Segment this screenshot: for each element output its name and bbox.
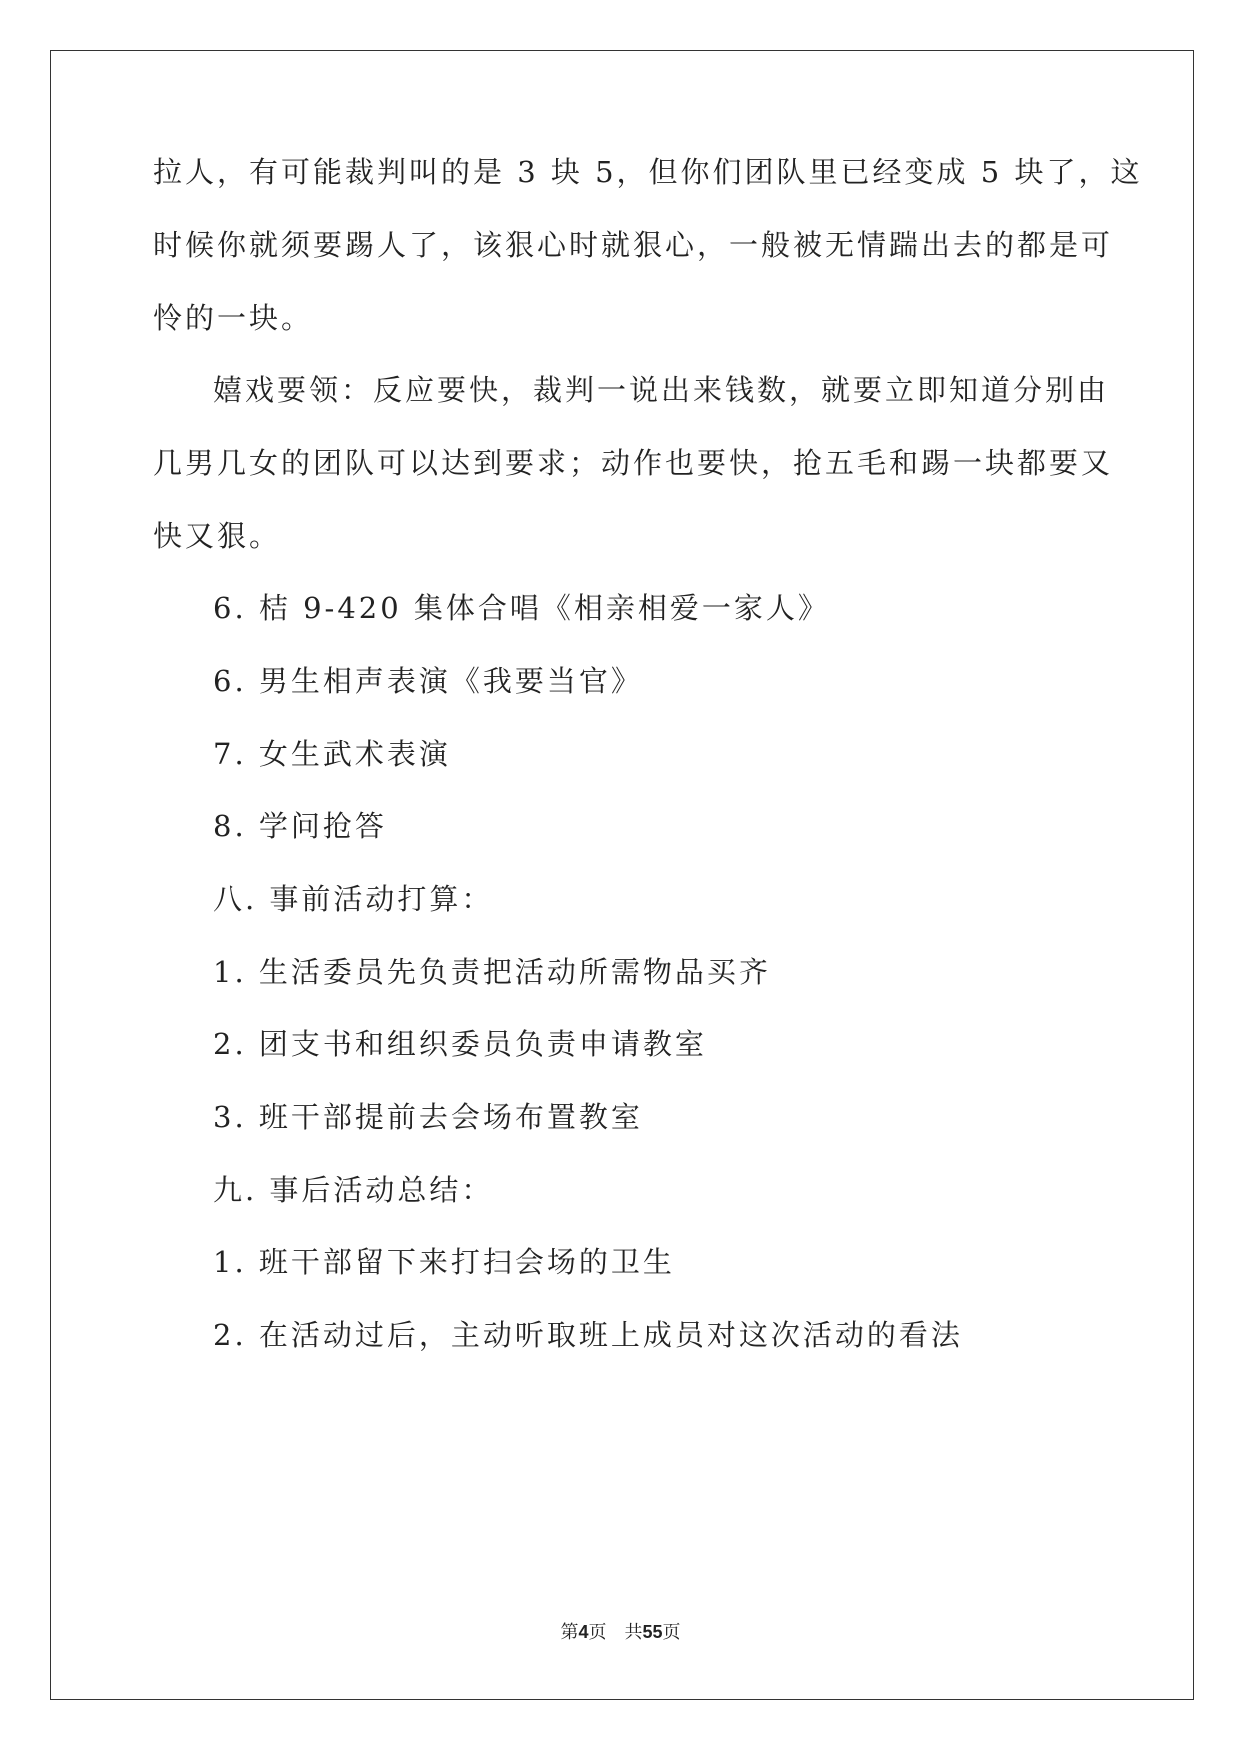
list-item: 6. 男生相声表演《我要当官》: [213, 664, 643, 698]
footer-suffix: 页: [662, 1622, 681, 1643]
paragraph-line: 时候你就须要踢人了，该狠心时就狠心，一般被无情踹出去的都是可: [153, 228, 1114, 262]
list-item: 2. 在活动过后，主动听取班上成员对这次活动的看法: [213, 1318, 963, 1352]
page-border: [50, 50, 1194, 1700]
list-item: 6. 桔 9-420 集体合唱《相亲相爱一家人》: [213, 591, 830, 625]
section-heading: 九. 事后活动总结：: [213, 1173, 494, 1207]
paragraph-line: 快又狠。: [153, 519, 282, 553]
paragraph-line: 怜的一块。: [153, 301, 314, 335]
list-item: 1. 班干部留下来打扫会场的卫生: [213, 1245, 675, 1279]
paragraph-line: 几男几女的团队可以达到要求；动作也要快，抢五毛和踢一块都要又: [153, 446, 1114, 480]
section-heading: 八. 事前活动打算：: [213, 882, 494, 916]
page-footer: [0, 1618, 1241, 1644]
total-page-number: 55: [642, 1622, 663, 1642]
list-item: 8. 学问抢答: [213, 809, 387, 843]
list-item: 2. 团支书和组织委员负责申请教室: [213, 1027, 707, 1061]
list-item: 3. 班干部提前去会场布置教室: [213, 1100, 643, 1134]
paragraph-line: 拉人，有可能裁判叫的是 3 块 5，但你们团队里已经变成 5 块了，这: [153, 155, 1143, 189]
footer-prefix: 第: [560, 1622, 579, 1643]
list-item: 1. 生活委员先负责把活动所需物品买齐: [213, 955, 771, 989]
paragraph-line: 嬉戏要领：反应要快，裁判一说出来钱数，就要立即知道分别由: [213, 373, 1110, 407]
current-page-number: 4: [578, 1622, 589, 1642]
list-item: 7. 女生武术表演: [213, 737, 451, 771]
footer-mid: 页 共: [588, 1622, 643, 1643]
